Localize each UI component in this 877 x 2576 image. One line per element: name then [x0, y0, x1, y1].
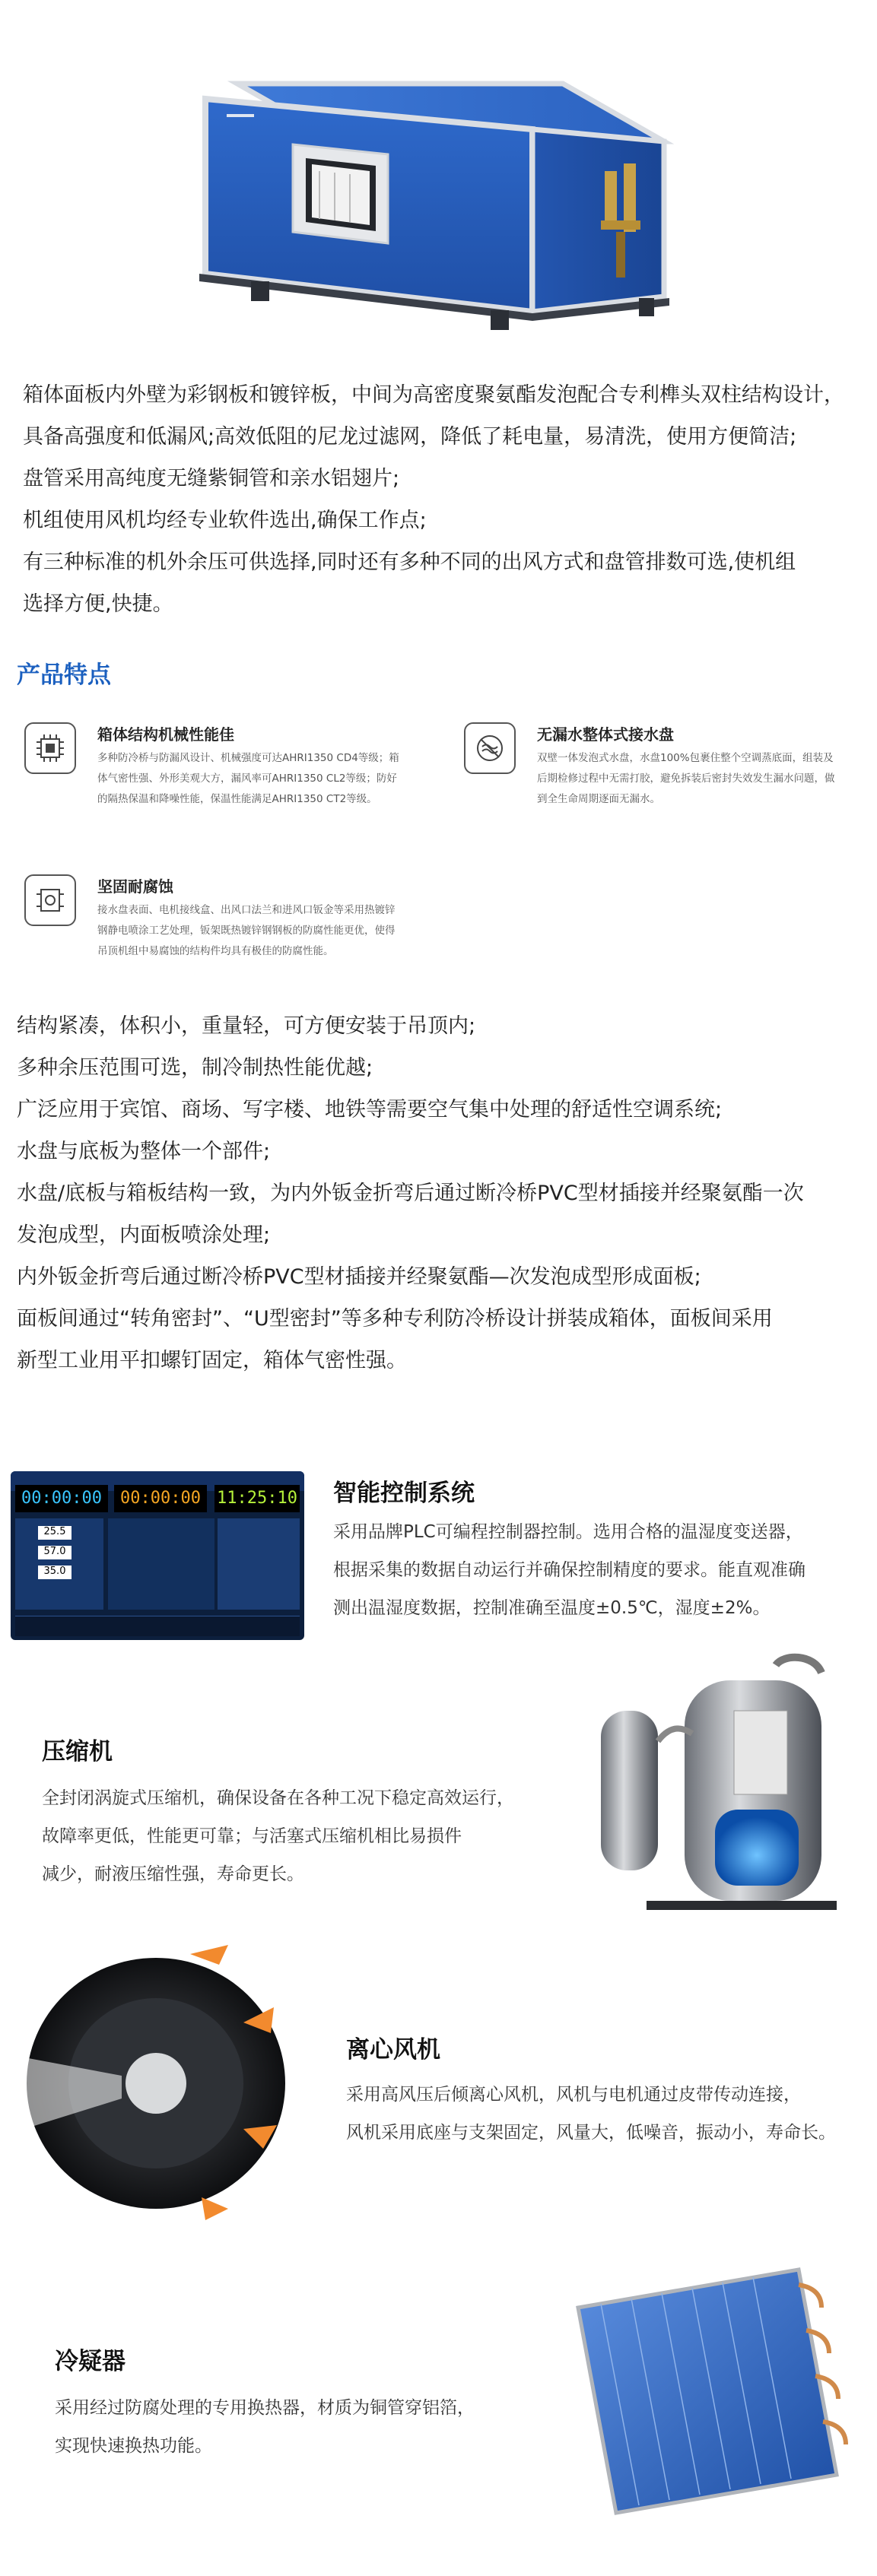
intro-line: 机组使用风机均经专业软件选出,确保工作点;	[23, 509, 427, 532]
panel-clock: 11:25:10	[214, 1485, 300, 1512]
condenser-line: 实现快速换热功能。	[55, 2436, 212, 2456]
compressor-desc	[42, 1779, 514, 1893]
list-item: 水盘/底板与箱板结构一致，为内外钣金折弯后通过断冷桥PVC型材插接并经聚氨酯一次	[17, 1182, 804, 1205]
list-item: 发泡成型，内面板喷涂处理;	[17, 1223, 271, 1247]
intro-line: 箱体面板内外壁为彩钢板和镀锌板，中间为高密度聚氨酯发泡配合专利榫头双柱结构设计，	[23, 383, 844, 407]
fan-line: 风机采用底座与支架固定，风量大，低噪音，振动小，寿命长。	[346, 2123, 836, 2143]
feature-desc: 双壁一体发泡式水盘，水盘100%包裹住整个空调蒸底面，组装及后期检修过程中无需打胶，避免拆装后密封失效发生漏水问题，做到全生命周期逐面无漏水。	[537, 752, 835, 805]
list-item: 新型工业用平扣螺钉固定，箱体气密性强。	[17, 1349, 407, 1372]
air-handling-unit-image	[0, 0, 877, 342]
panel-clock: 00:00:00	[114, 1485, 207, 1512]
fan-desc	[346, 2076, 836, 2152]
list-item: 水盘与底板为整体一个部件;	[17, 1140, 271, 1163]
list-item: 面板间通过“转角密封”、“U型密封”等多种专利防冷桥设计拼装成箱体，面板间采用	[17, 1307, 773, 1331]
control-line: 采用品牌PLC可编程控制器控制。选用合格的温湿度变送器，	[333, 1522, 803, 1542]
panel-value: 35.0	[38, 1566, 71, 1579]
list-item: 内外钣金折弯后通过断冷桥PVC型材插接并经聚氨酯—次发泡成型形成面板;	[17, 1265, 701, 1289]
control-panel-image	[11, 1471, 304, 1640]
feature-desc: 接水盘表面、电机接线盒、出风口法兰和进风口钣金等采用热镀锌钢静电喷涂工艺处理，钣架既热镀锌钢钢板的防腐性能更优，使得吊顶机组中易腐蚀的结构件均具有极佳的防腐性能。	[97, 904, 396, 957]
feature-title: 坚固耐腐蚀	[97, 877, 173, 896]
intro-line: 盘管采用高纯度无缝紫铜管和亲水铝翅片;	[23, 467, 400, 490]
compressor-line: 减少，耐液压缩性强，寿命更长。	[42, 1864, 304, 1884]
control-desc	[333, 1513, 806, 1627]
control-line: 测出温湿度数据，控制准确至温度±0.5℃，湿度±2%。	[333, 1598, 771, 1618]
intro-paragraph	[23, 374, 860, 625]
intro-line: 有三种标准的机外余压可供选择,同时还有多种不同的出风方式和盘管排数可选,使机组	[23, 550, 796, 574]
list-item: 多种余压范围可选，制冷制热性能优越;	[17, 1056, 373, 1080]
feature-title: 无漏水整体式接水盘	[537, 725, 674, 744]
compressor-line: 全封闭涡旋式压缩机，确保设备在各种工况下稳定高效运行，	[42, 1788, 514, 1808]
panel-value: 25.5	[38, 1526, 71, 1540]
drain-pan-icon	[464, 722, 516, 774]
condenser-desc	[55, 2389, 475, 2465]
centrifugal-fan-image	[0, 1939, 319, 2228]
control-title: 智能控制系统	[333, 1480, 475, 1507]
shield-icon	[24, 874, 76, 926]
list-item: 结构紧凑，体积小，重量轻，可方便安装于吊顶内;	[17, 1014, 476, 1038]
intro-line: 具备高强度和低漏风;高效低阻的尼龙过滤网，降低了耗电量，易清洗，使用方便简洁;	[23, 425, 797, 449]
features-title: 产品特点	[17, 661, 111, 689]
feature-title: 箱体结构机械性能佳	[97, 725, 234, 744]
compressor-line: 故障率更低，性能更可靠；与活塞式压缩机相比易损件	[42, 1826, 462, 1846]
condenser-title: 冷疑器	[55, 2348, 126, 2375]
control-line: 根据采集的数据自动运行并确保控制精度的要求。能直观准确	[333, 1560, 806, 1580]
chip-icon	[24, 722, 76, 774]
panel-value: 57.0	[38, 1546, 71, 1559]
condenser-image	[548, 2262, 867, 2520]
fan-line: 采用高风压后倾离心风机，风机与电机通过皮带传动连接，	[346, 2085, 801, 2105]
condenser-line: 采用经过防腐处理的专用换热器，材质为铜管穿铝箔，	[55, 2398, 475, 2418]
fan-title: 离心风机	[346, 2036, 440, 2064]
compressor-title: 压缩机	[42, 1738, 113, 1765]
panel-clock: 00:00:00	[15, 1485, 108, 1512]
compressor-image	[586, 1650, 852, 1931]
feature-desc: 多种防冷桥与防漏风设计、机械强度可达AHRI1350 CD4等级；箱体气密性强、外形美观大方，漏风率可AHRI1350 CL2等级；防好的隔热保温和降噪性能，保温性能满足AHRI1350 CT2等级。	[97, 752, 399, 805]
intro-line: 选择方便,快捷。	[23, 592, 173, 616]
list-item: 广泛应用于宾馆、商场、写字楼、地铁等需要空气集中处理的舒适性空调系统;	[17, 1098, 723, 1121]
detail-list	[17, 1005, 861, 1382]
